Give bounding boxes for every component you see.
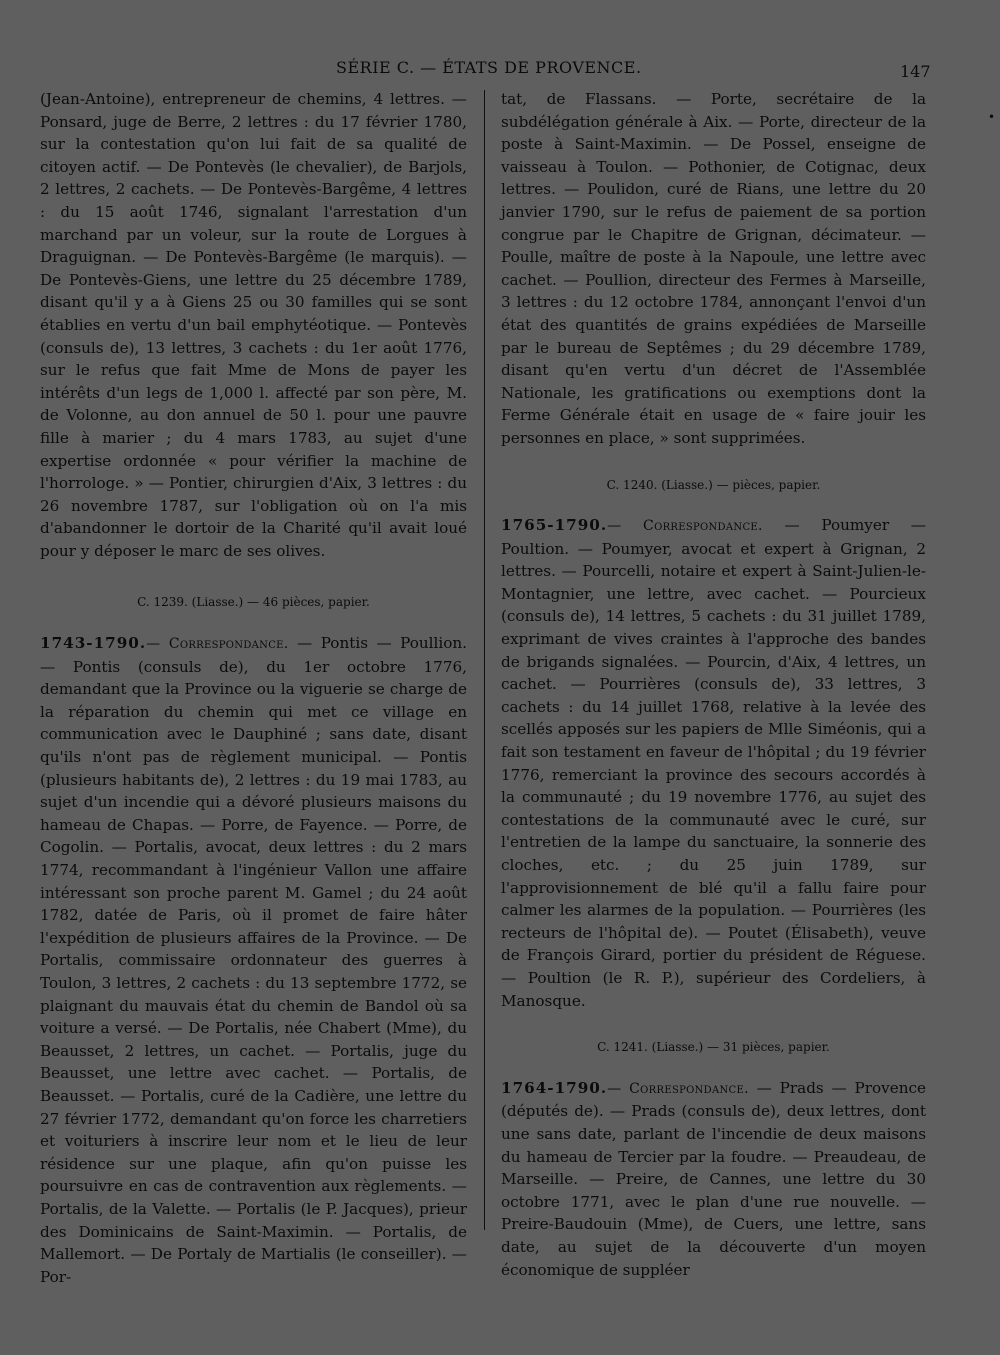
entry-text: — Poumyer — Poultion. — Poumyer, avocat et expert à Grignan, 2 lettres. — Pourcelli, notaire et expert à Saint-Julien-le-Montagnier, une lettre, avec cachet. — Pourcieux (consuls de), 14 lettres, 5 cachets : du 31 juillet 1789, exprimant de vives craintes à l'approche des bandes de brigands signalées. — Pourcin, d'Aix, 4 lettres, un cachet. — Pourrières (consuls de), 33 lettres, 3 cachets : du 14 juillet 1768, relative à la levée des scellés apposés sur les papiers de Mlle Siméonis, qui a fait son testament en faveur de l'hôpital ; du 19 février 1776, remerciant la province des secours accordés à la communauté ; du 19 novembre 1776, au sujet des contestations de la communauté avec le curé, sur l'entretien de la lampe du sanctuaire, la sonnerie des cloches, etc. ; du 25 juin 1789, sur l'approvisionnement de blé qu'il a fallu faire pour calmer les alarmes de la population. — Pourrières (les recteurs de l'hôpital de). — Poutet (Élisabeth), veuve de François Girard, portier du président de Réguese. — Poultion (le R. P.), supérieur des Cordeliers, à Manosque. bbox=[501, 516, 926, 1010]
column-divider bbox=[484, 90, 485, 1230]
paragraph-continued: (Jean-Antoine), entrepreneur de chemins, 4 lettres. — Ponsard, juge de Berre, 2 lettres : du 17 février 1780, sur la contestation qu'on lui fait de sa qualité de citoyen actif. — De Pontevès (le chevalier), de Barjols, 2 lettres, 2 cachets. — De Pontevès-Bargême, 4 lettres : du 15 août 1746, signalant l'arrestation d'un marchand par un voleur, sur la route de Lorgues à Draguignan. — De Pontevès-Bargême (le marquis). — De Pontevès-Giens, une lettre du 25 décembre 1789, disant qu'il y a à Giens 25 ou 30 familles qui se sont établies en vertu d'un bail emphytéotique. — Pontevès (consuls de), 13 lettres, 3 cachets : du 1er août 1776, sur le refus que fait Mme de Mons de payer les intérêts d'un legs de 1,000 l. affecté par son père, M. de Volonne, au don annuel de 50 l. pour une pauvre fille à marier ; du 4 mars 1783, au sujet d'une expertise ordonnée « pour vérifier la machine de l'horrologe. » — Pontier, chirurgien d'Aix, 3 lettres : du 26 novembre 1787, sur l'obligation où on l'a mis d'abandonner le dortoir de la Charité qu'il avait loué pour y déposer le marc de ses olives. bbox=[40, 90, 467, 560]
page-header bbox=[0, 58, 1000, 84]
lot-caption-c1239: C. 1239. (Liasse.) — 46 pièces, papier. bbox=[137, 595, 370, 610]
entry-text: — Prads — Provence (députés de). — Prads (consuls de), deux lettres, dont une sans date, parlant de l'incendie de deux maisons du hameau de Tercier par la foudre. — Preaudeau, de Marseille. — Preire, de Cannes, une lettre du 30 octobre 1771, avec le plan d'une rue nouvelle. — Preire-Baudouin (Mme), de Cuers, une lettre, sans date, au sujet de la découverte d'un moyen économique de suppléer bbox=[501, 1078, 926, 1279]
margin-mark: • bbox=[988, 110, 996, 124]
entry-c1241 bbox=[501, 1077, 926, 1281]
entry-heading: — Correspondance. bbox=[607, 518, 763, 535]
left-column bbox=[40, 88, 467, 1288]
running-title: SÉRIE C. — ÉTATS DE PROVENCE. bbox=[336, 58, 642, 77]
lot-caption-c1241: C. 1241. (Liasse.) — 31 pièces, papier. bbox=[597, 1040, 830, 1055]
page-number: 147 bbox=[900, 62, 931, 81]
entry-c1239 bbox=[40, 632, 467, 1288]
entry-date: 1743-1790. bbox=[40, 634, 147, 653]
entry-date: 1765-1790. bbox=[501, 516, 608, 535]
right-column bbox=[501, 88, 926, 1281]
lot-caption-c1240: C. 1240. (Liasse.) — pièces, papier. bbox=[606, 477, 821, 492]
paragraph-continued: tat, de Flassans. — Porte, secrétaire de la subdélégation générale à Aix. — Porte, directeur de la poste à Saint-Maximin. — De Possel, enseigne de vaisseau à Toulon. — Pothonier, de Cotignac, deux lettres. — Poulidon, curé de Rians, une lettre du 20 janvier 1790, sur le refus de paiement de sa portion congrue par le Chapitre de Grignan, décimateur. — Poulle, maître de poste à la Napoule, une lettre avec cachet. — Poullion, directeur des Fermes à Marseille, 3 lettres : du 12 octobre 1784, annonçant l'envoi d'un état des quantités de grains expédiées de Marseille par le bureau de Septêmes ; du 29 décembre 1789, disant qu'en vertu d'un décret de l'Assemblée Nationale, les gratifications ou exemptions dont la Ferme Générale était en usage de « faire jouir les personnes en place, » sont supprimées. bbox=[501, 90, 926, 447]
entry-c1240 bbox=[501, 514, 926, 1012]
entry-heading: — Correspondance. bbox=[607, 1080, 749, 1097]
entry-text: — Pontis — Poullion. — Pontis (consuls de), du 1er octobre 1776, demandant que la Province ou la viguerie se charge de la réparation du chemin qui met ce village en communication avec le Dauphiné ; sans date, disant qu'ils n'ont pas de règlement municipal. — Pontis (plusieurs habitants de), 2 lettres : du 19 mai 1783, au sujet d'un incendie qui a dévoré plusieurs maisons du hameau de Chapas. — Porre, de Fayence. — Porre, de Cogolin. — Portalis, avocat, deux lettres : du 2 mars 1774, recommandant à l'ingénieur Vallon une affaire intéressant son proche parent M. Gamel ; du 24 août 1782, datée de Paris, où il promet de faire hâter l'expédition de plusieurs affaires de la Province. — De Portalis, commissaire ordonnateur des guerres à Toulon, 3 lettres, 2 cachets : du 13 septembre 1772, se plaignant du mauvais état du chemin de Bandol où sa voiture a versé. — De Portalis, née Chabert (Mme), du Beausset, 2 lettres, un cachet. — Portalis, juge du Beausset, une lettre avec cachet. — Portalis, de Beausset. — Portalis, curé de la Cadière, une lettre du 27 février 1772, demandant qu'on force les charretiers et voituriers à inscrire leur nom et le lieu de leur résidence sur une plaque, afin qu'on puisse les poursuivre en cas de contravention aux règlements. — Portalis, de la Valette. — Portalis (le P. Jacques), prieur des Dominicains de Saint-Maximin. — Portalis, de Mallemort. — De Portaly de Martialis (le conseiller). — Por- bbox=[40, 634, 467, 1286]
entry-heading: — Correspondance. bbox=[146, 636, 289, 653]
entry-date: 1764-1790. bbox=[501, 1078, 608, 1097]
